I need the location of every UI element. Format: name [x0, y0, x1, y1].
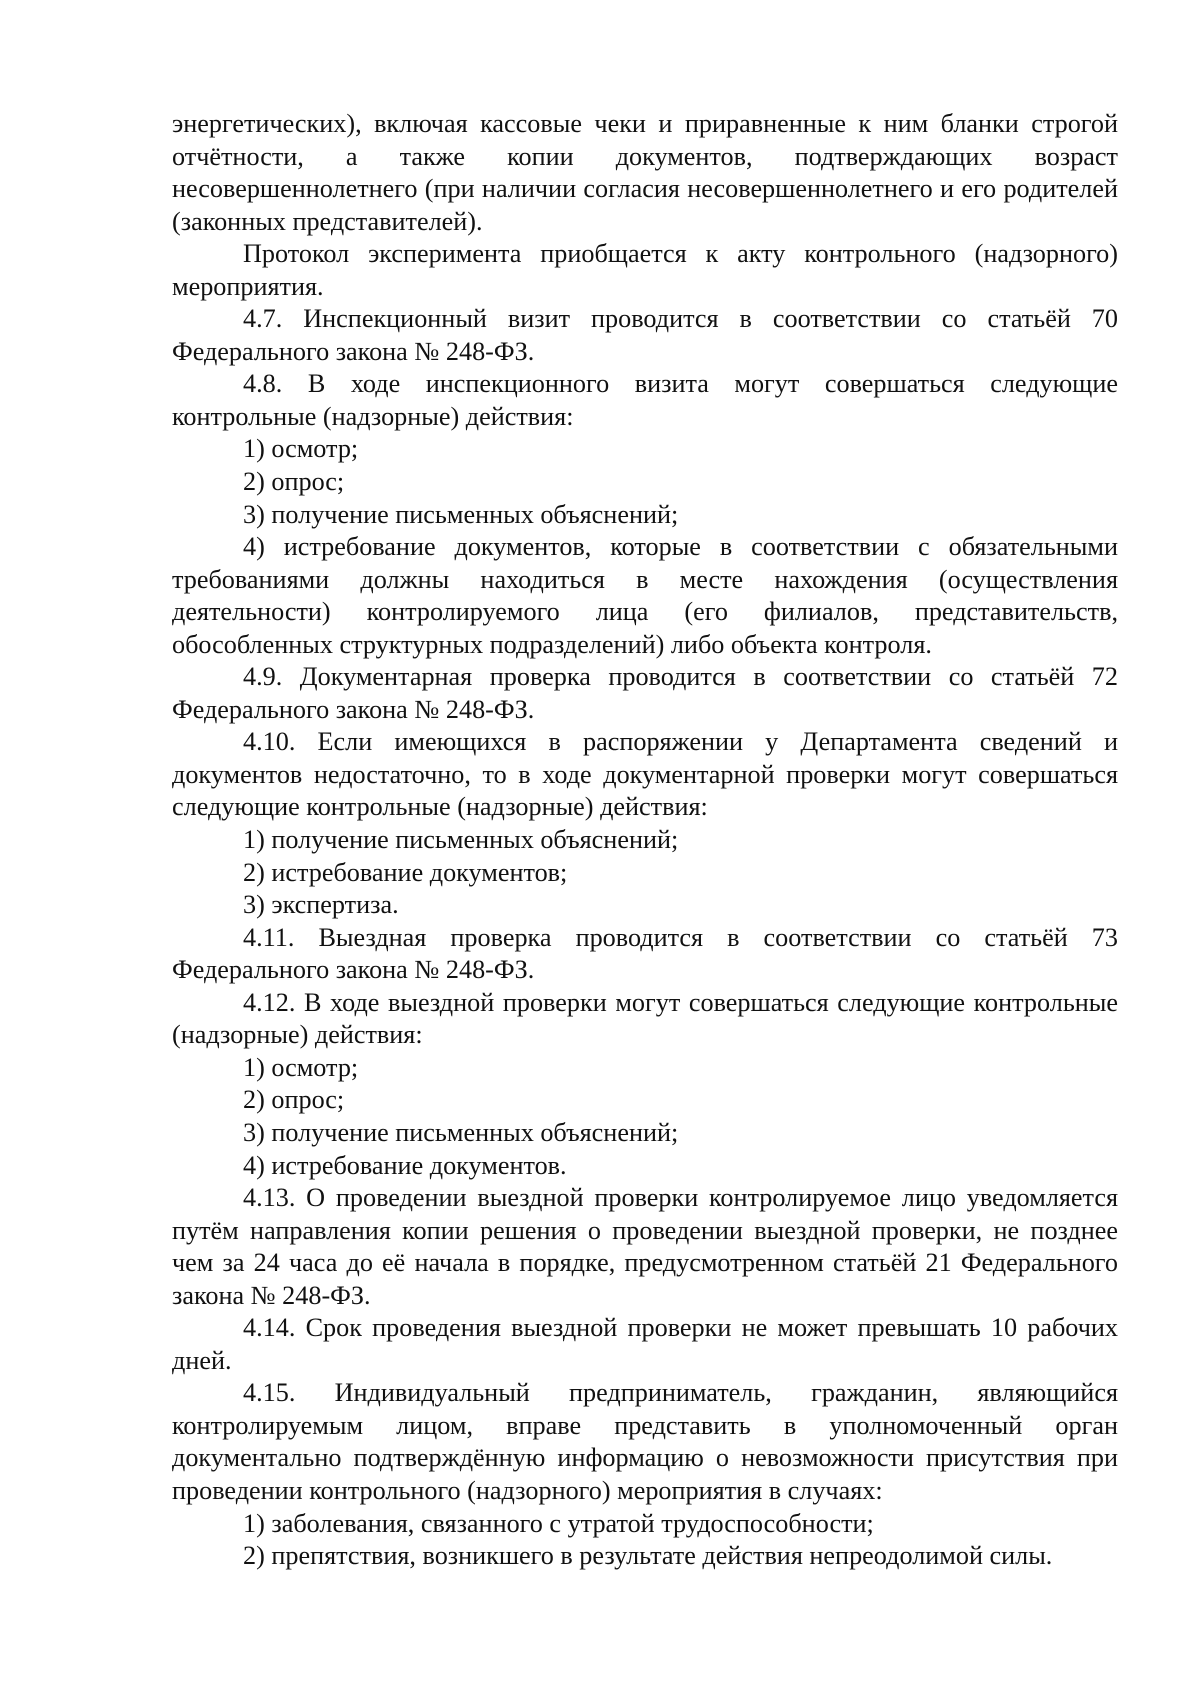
- paragraph-4-14: 4.14. Срок проведения выездной проверки не может превышать 10 рабочих дней.: [172, 1313, 1118, 1375]
- list-item: 1) осмотр;: [243, 434, 359, 464]
- document-page: [172, 108, 1118, 1573]
- paragraph-4-12: 4.12. В ходе выездной проверки могут совершаться следующие контрольные (надзорные) действия:: [172, 987, 1118, 1050]
- list-item: 1) получение письменных объяснений;: [243, 825, 679, 855]
- paragraph-4-15: 4.15. Индивидуальный предприниматель, гражданин, являющийся контролируемым лицом, вправе представить в уполномоченный орган документально подтверждённую информацию о невозможности присутствия при проведении контрольного (надзорного) мероприятия в случаях:: [172, 1378, 1118, 1505]
- list-item: 2) истребование документов;: [243, 857, 568, 887]
- list-item: 3) получение письменных объяснений;: [243, 499, 679, 529]
- paragraph-4-13: 4.13. О проведении выездной проверки контролируемое лицо уведомляется путём направления копии решения о проведении выездной проверки, не позднее чем за 24 часа до её начала в порядке, предусмотренном статьёй 21 Федерального закона № 248-ФЗ.: [172, 1183, 1118, 1310]
- paragraph-4-9: 4.9. Документарная проверка проводится в соответствии со статьёй 72 Федерального закона № 248-ФЗ.: [172, 662, 1118, 724]
- paragraph-protocol: Протокол эксперимента приобщается к акту контрольного (надзорного) мероприятия.: [172, 239, 1118, 301]
- paragraph-4-11: 4.11. Выездная проверка проводится в соответствии со статьёй 73 Федерального закона № 248-ФЗ.: [172, 922, 1118, 985]
- list-item: 1) осмотр;: [243, 1052, 359, 1082]
- list-item: 2) препятствия, возникшего в результате действия непреодолимой силы.: [243, 1541, 1053, 1571]
- paragraph-4-8: 4.8. В ходе инспекционного визита могут совершаться следующие контрольные (надзорные) действия:: [172, 369, 1118, 431]
- list-item: 2) опрос;: [243, 467, 345, 497]
- list-item: 4) истребование документов.: [243, 1150, 567, 1180]
- list-item: 3) экспертиза.: [243, 890, 399, 920]
- list-item: 3) получение письменных объяснений;: [243, 1117, 679, 1147]
- list-item: 4) истребование документов, которые в соответствии с обязательными требованиями должны находиться в месте нахождения (осуществления деятельности) контролируемого лица (его филиалов, представительств, обособленных структурных подразделений) либо объекта контроля.: [172, 532, 1118, 659]
- paragraph-4-7: 4.7. Инспекционный визит проводится в соответствии со статьёй 70 Федерального закона № 248-ФЗ.: [172, 304, 1118, 366]
- list-item: 1) заболевания, связанного с утратой трудоспособности;: [243, 1508, 874, 1538]
- list-item: 2) опрос;: [243, 1085, 345, 1115]
- paragraph-4-10: 4.10. Если имеющихся в распоряжении у Департамента сведений и документов недостаточно, то в ходе документарной проверки могут совершаться следующие контрольные (надзорные) действия:: [172, 727, 1118, 822]
- paragraph-continuation: энергетических), включая кассовые чеки и приравненные к ним бланки строгой отчётности, а также копии документов, подтверждающих возраст несовершеннолетнего (при наличии согласия несовершеннолетнего и его родителей (законных представителей).: [172, 109, 1118, 236]
